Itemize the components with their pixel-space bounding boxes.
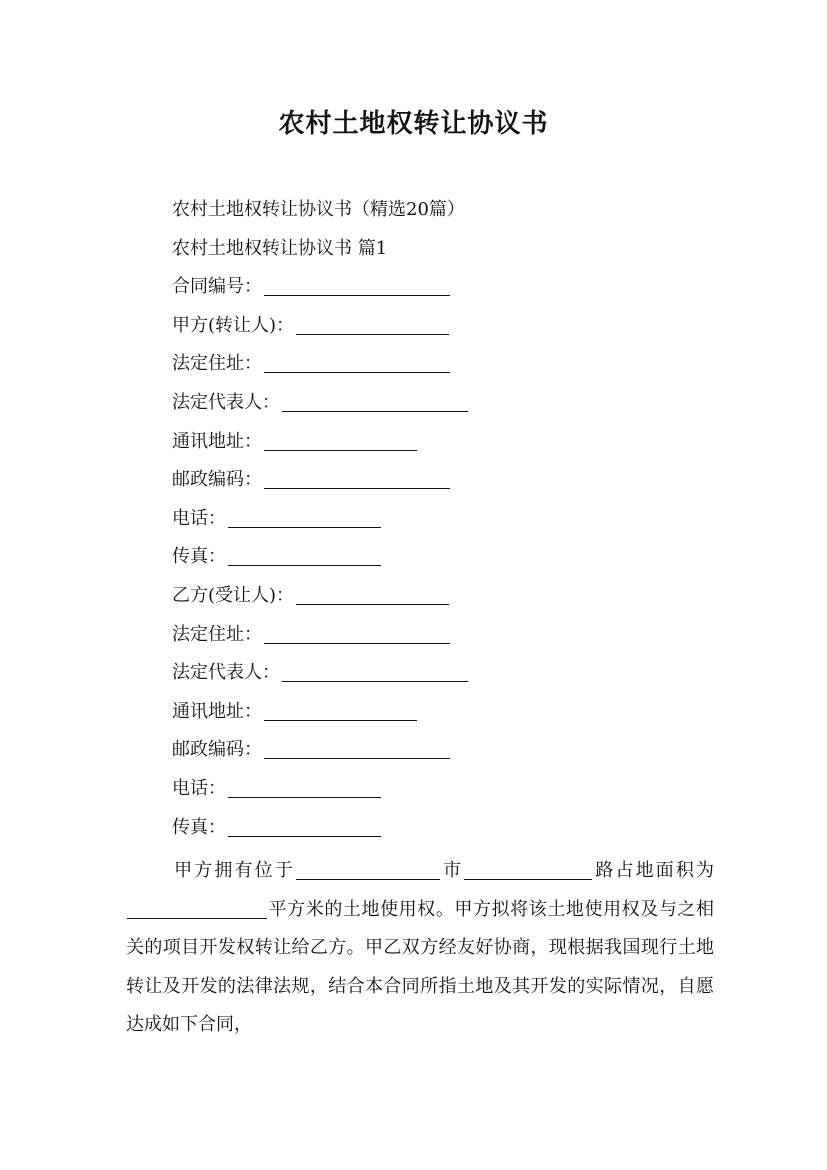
- agreement-paragraph: [126, 852, 714, 1045]
- fill-in-blank: [264, 352, 450, 373]
- field-label: 电话：: [172, 507, 226, 529]
- fill-in-blank: [228, 777, 381, 798]
- field-party-a-mailing-address: [172, 423, 827, 462]
- fill-in-blank: [296, 584, 449, 605]
- field-party-a: [172, 307, 827, 346]
- field-label: 邮政编码：: [172, 469, 262, 491]
- field-party-b: [172, 577, 827, 616]
- paragraph-text: 平方米的土地使用权。甲方拟将该土地使用权及与之相关的项目开发权转让给乙方。甲乙双方经友好协商，现根据我国现行土地转让及开发的法律法规，结合本合同所指土地及其开发的实际情况，自愿达成如下合同，: [126, 898, 714, 1036]
- field-label: 合同编号：: [172, 276, 262, 298]
- field-party-b-postcode: [172, 731, 827, 770]
- fill-in-blank: [228, 545, 381, 566]
- fill-in-blank: [464, 859, 592, 880]
- field-label: 法定代表人：: [172, 662, 280, 684]
- field-label: 通讯地址：: [172, 700, 262, 722]
- field-party-a-postcode: [172, 461, 827, 500]
- fill-in-blank: [264, 468, 450, 489]
- field-party-b-address: [172, 616, 827, 655]
- field-party-b-representative: [172, 654, 827, 693]
- field-label: 传真：: [172, 546, 226, 568]
- field-party-a-representative: [172, 384, 827, 423]
- field-label: 邮政编码：: [172, 739, 262, 761]
- field-party-b-fax: [172, 809, 827, 848]
- section-heading: 农村土地权转让协议书 篇1: [172, 237, 388, 259]
- paragraph-text: 路占地面积为: [593, 860, 715, 881]
- fill-in-blank: [296, 314, 449, 335]
- fill-in-blank: [228, 816, 381, 837]
- fill-in-blank: [282, 391, 468, 412]
- fill-in-blank: [264, 700, 417, 721]
- field-label: 甲方(转让人)：: [172, 314, 295, 336]
- fill-in-blank: [264, 623, 450, 644]
- field-label: 法定代表人：: [172, 391, 280, 413]
- field-label: 传真：: [172, 816, 226, 838]
- fill-in-blank: [264, 275, 450, 296]
- fill-in-blank: [296, 859, 440, 880]
- document-title: 农村土地权转让协议书: [278, 109, 549, 139]
- field-party-a-fax: [172, 538, 827, 577]
- field-label: 通讯地址：: [172, 430, 262, 452]
- field-label: 法定住址：: [172, 353, 262, 375]
- field-party-b-phone: [172, 770, 827, 809]
- field-party-a-address: [172, 345, 827, 384]
- subtitle: 农村土地权转让协议书（精选20篇）: [172, 199, 465, 220]
- fill-in-blank: [264, 430, 417, 451]
- form-lines: [0, 191, 827, 847]
- field-label: 法定住址：: [172, 623, 262, 645]
- field-label: 电话：: [172, 777, 226, 799]
- field-party-b-mailing-address: [172, 693, 827, 732]
- field-label: 乙方(受让人)：: [172, 584, 295, 606]
- fill-in-blank: [228, 507, 381, 528]
- field-contract-number: [172, 268, 827, 307]
- paragraph-text: 市: [440, 860, 464, 881]
- fill-in-blank: [127, 898, 267, 919]
- field-party-a-phone: [172, 500, 827, 539]
- fill-in-blank: [282, 661, 468, 682]
- paragraph-text: 甲方拥有位于: [172, 860, 295, 881]
- fill-in-blank: [264, 738, 450, 759]
